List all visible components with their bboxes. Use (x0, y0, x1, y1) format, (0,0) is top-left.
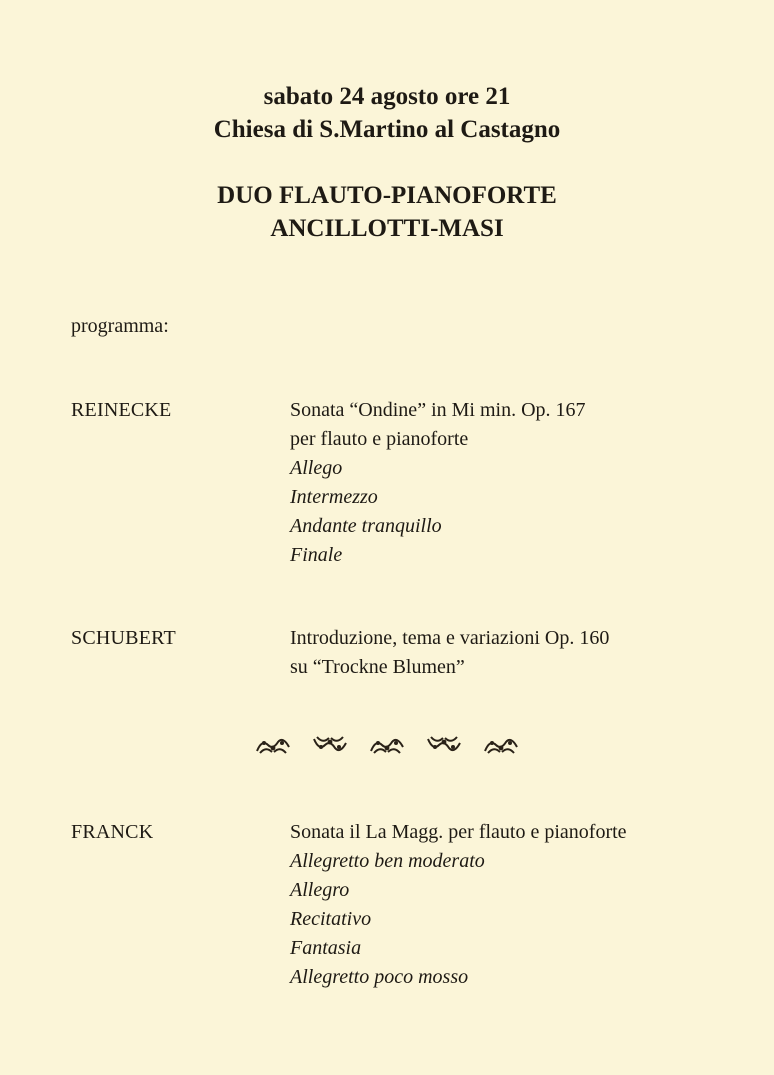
movement-item: Allego (290, 457, 343, 479)
work-title-line: Sonata il La Magg. per flauto e pianoforte (290, 821, 627, 843)
program-label: programma: (71, 315, 169, 337)
movement-item: Allegretto ben moderato (290, 850, 485, 872)
ornament-divider (0, 734, 774, 764)
work-title-line: per flauto e pianoforte (290, 428, 469, 450)
ensemble-name: DUO FLAUTO-PIANOFORTE (217, 182, 557, 209)
floral-ornament-icon (368, 734, 406, 756)
movement-item: Intermezzo (290, 486, 378, 508)
movement-item: Allegretto poco mosso (290, 966, 469, 988)
composer-franck: FRANCK (71, 821, 154, 843)
movement-item: Finale (290, 544, 343, 566)
floral-ornament-icon (482, 734, 520, 756)
composer-reinecke: REINECKE (71, 399, 172, 421)
work-schubert (290, 624, 609, 682)
movement-item: Allegro (290, 879, 350, 901)
floral-ornament-icon (425, 734, 463, 756)
movement-item: Andante tranquillo (290, 515, 442, 537)
work-franck (290, 818, 627, 992)
composer-schubert: SCHUBERT (71, 627, 176, 649)
performers-name: ANCILLOTTI-MASI (270, 215, 504, 242)
work-title-line: su “Trockne Blumen” (290, 656, 465, 678)
movement-item: Recitativo (290, 908, 372, 930)
movement-item: Fantasia (290, 937, 362, 959)
concert-date: sabato 24 agosto ore 21 (263, 83, 511, 110)
work-title-line: Introduzione, tema e variazioni Op. 160 (290, 627, 610, 649)
floral-ornament-icon (254, 734, 292, 756)
concert-venue: Chiesa di S.Martino al Castagno (213, 116, 561, 143)
work-title-line: Sonata “Ondine” in Mi min. Op. 167 (290, 399, 586, 421)
work-reinecke (290, 396, 586, 570)
floral-ornament-icon (311, 734, 349, 756)
